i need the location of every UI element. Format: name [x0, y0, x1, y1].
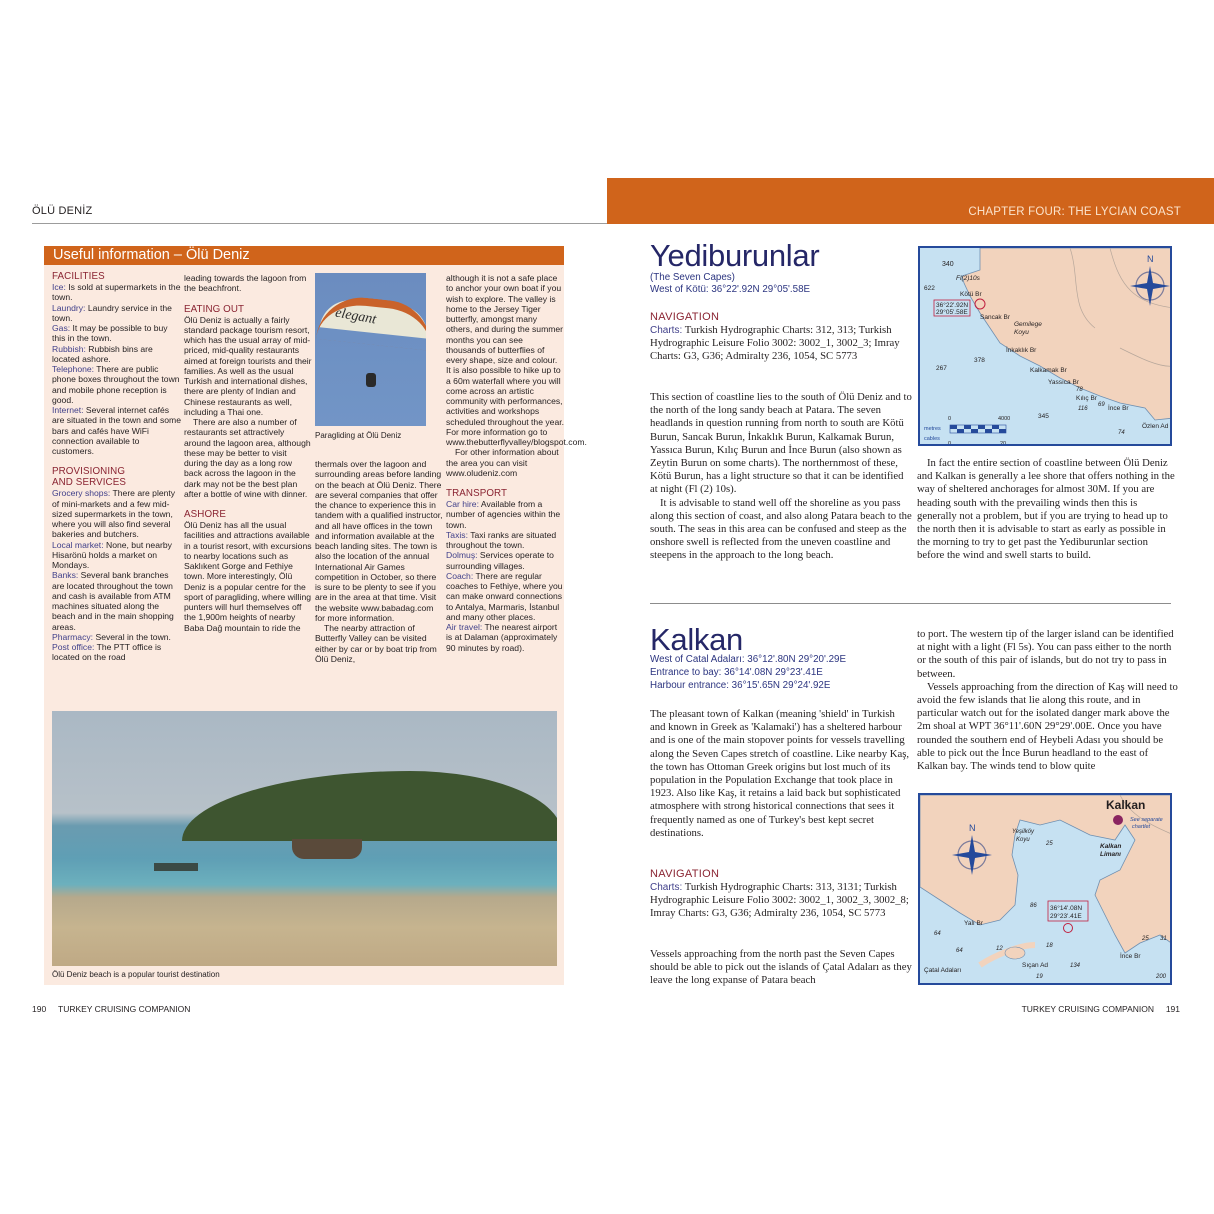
svg-text:345: 345 — [1038, 413, 1049, 420]
svg-text:Yeşilköy: Yeşilköy — [1012, 829, 1035, 835]
kalkan-coastline-map — [920, 795, 1172, 985]
info-box-header — [44, 246, 564, 265]
info-column-4 — [446, 273, 587, 653]
svg-text:622: 622 — [924, 285, 935, 292]
info-column-3 — [315, 459, 443, 664]
paraglider-pilot — [366, 373, 376, 387]
svg-text:Kalkan: Kalkan — [1100, 843, 1122, 850]
transport-item: Air travel: The nearest airport is at Dalaman (approximately 90 minutes by road). — [446, 622, 558, 653]
page-footer-right — [1022, 1004, 1180, 1014]
paragliding-photo: elegant — [315, 273, 426, 426]
provisioning-item: Post office: The PTT office is located on the road — [52, 642, 162, 663]
svg-text:20: 20 — [1000, 441, 1007, 447]
section-title-kalkan: Kalkan — [650, 622, 743, 657]
svg-text:12: 12 — [996, 946, 1003, 952]
running-head: ÖLÜ DENİZ — [32, 205, 93, 217]
yediburunlar-body: This section of coastline lies to the south of Ölü Deniz and to the north of the long sandy beach at Patara. The seven headlands in question running from north to south are Kötü Burun, Sancak Burun, İnkaklık Burun, Kalkamak Burun, Yassıca Burun, Kılıç Burun and İnce Burun (also shown as Zeytin Burun on some charts). The northernmost of these, Kötü Burun, has a light structure so that it can be identified at night (Fl (2) 10s). It is advisable to stand well off the shoreline as you pass along this section of coast, and also along Patara beach to the south. The seas in this area can be confused and steep as the onshore swell is reflected from the uneven coastline and steepens in the approach to the long beach. — [650, 391, 912, 562]
svg-text:4000: 4000 — [998, 416, 1011, 422]
svg-text:267: 267 — [936, 365, 947, 372]
navigation-heading: NAVIGATION — [650, 311, 720, 323]
svg-text:Fl(2)10s: Fl(2)10s — [956, 275, 980, 282]
info-box-title: Useful information – Ölü Deniz — [53, 247, 250, 263]
svg-text:36°14'.08N: 36°14'.08N — [1050, 905, 1083, 912]
kalkan-body-continued: to port. The western tip of the larger island can be identified at night with a light (Fl 5s). You can pass either to the north or the south of this pair of islands, but do not try to pass in between. Vessels approaching from the direction of Kaş will need to avoid the few islands that lie along this route, and in particular watch out for the isolated danger mark above the 2m shoal at WPT 36°11'.60N 29°29'.00E. Once you have rounded the southern end of Heybeli Adası you should be able to pick out the İnce Burun headland to the east of Kalkan bay. The winds tend to blow quite — [917, 628, 1178, 773]
facility-item: Ice: Is sold at supermarkets in the town. — [52, 282, 181, 303]
svg-text:İnce Br: İnce Br — [1120, 953, 1141, 960]
facility-item: Telephone: There are public phone boxes throughout the town and mobile phone reception is good. — [52, 364, 180, 405]
beach-photo-caption: Ölü Deniz beach is a popular tourist destination — [52, 970, 220, 979]
svg-text:İnce Br: İnce Br — [1108, 405, 1129, 412]
beach-photo — [52, 711, 557, 966]
facility-item: Internet: Several internet cafés are situated in the town and some bars and cafés have WiFi connection available to customers. — [52, 405, 181, 456]
svg-text:378: 378 — [974, 357, 985, 364]
yediburunlar-position: West of Kötü: 36°22'.92N 29°05'.58E — [650, 284, 811, 295]
section-heading-transport: TRANSPORT — [446, 488, 508, 499]
svg-text:86: 86 — [1030, 903, 1037, 909]
transport-item: Coach: There are regular coaches to Fethiye, where you can make onward connections to Antalya, Marmaris, İstanbul and many other places. — [446, 570, 563, 622]
svg-text:134: 134 — [1070, 963, 1081, 969]
wooded-headland — [182, 771, 557, 841]
kalkan-position: West of Catal Adaları: 36°12'.80N 29°20'.29E — [650, 654, 847, 665]
transport-item: Dolmuş: Services operate to surrounding villages. — [446, 550, 554, 571]
svg-text:Yassıca Br: Yassıca Br — [1048, 379, 1079, 386]
book-title: TURKEY CRUISING COMPANION — [1021, 1004, 1154, 1014]
coastline-map — [920, 248, 1172, 446]
section-divider — [650, 603, 1171, 604]
provisioning-item: Pharmacy: Several in the town. — [52, 631, 171, 642]
header-rule — [32, 223, 607, 224]
section-heading-eating-out: EATING OUT — [184, 303, 245, 315]
svg-text:18: 18 — [1046, 943, 1053, 949]
kalkan-approach: Vessels approaching from the north past the Seven Capes should be able to pick out the islands of Çatal Adaları as they leave the long expanse of Patara beach — [650, 948, 912, 987]
yediburunlar-charts: Charts: Turkish Hydrographic Charts: 312, 313; Turkish Hydrographic Leisure Folio 3002: 3002_1, 3002_3; Imray Charts: G3, G36; Admiralty 236, 1054, SC 5773 — [650, 324, 900, 363]
svg-text:Koyu: Koyu — [1016, 837, 1030, 843]
section-heading-facilities: FACILITIES — [52, 271, 105, 282]
svg-text:Kılıç Br: Kılıç Br — [1076, 395, 1097, 402]
svg-text:78: 78 — [1076, 387, 1083, 393]
kalkan-charts: Charts: Turkish Hydrographic Charts: 313, 3131; Turkish Hydrographic Leisure Folio 3002: 3002_1, 3002_3, 3002_8; Imray Charts: G3, G36; Admiralty 236, 1054, SC 5773 — [650, 881, 909, 920]
info-column-1 — [52, 271, 182, 663]
useful-information-box — [44, 246, 587, 985]
svg-text:19: 19 — [1036, 974, 1043, 980]
svg-text:İnkaklık Br: İnkaklık Br — [1006, 347, 1037, 354]
svg-text:Özlen Ad: Özlen Ad — [1142, 423, 1169, 430]
svg-text:Kalkan: Kalkan — [1106, 798, 1146, 812]
svg-text:Sıçan Ad: Sıçan Ad — [1022, 962, 1049, 969]
kalkan-position: Harbour entrance: 36°15'.65N 29°24'.92E — [650, 680, 831, 691]
book-title: TURKEY CRUISING COMPANION — [58, 1004, 191, 1014]
page-number: 191 — [1165, 1004, 1180, 1014]
svg-text:36°22'.92N: 36°22'.92N — [936, 302, 969, 309]
svg-text:25: 25 — [1142, 936, 1149, 942]
small-boat — [154, 863, 198, 871]
navigation-heading: NAVIGATION — [650, 868, 720, 880]
provisioning-item: Local market: None, but nearby Hisarönü holds a market on Mondays. — [52, 539, 172, 570]
ashore-text: Ölü Deniz has all the usual facilities and attractions available in a tourist resort, with excursions to nearby locations such as Saklıkent Gorge and Fethiye town. More interestingly, Ölü Deniz is a popular centre for the sport of paragliding, where willing punters will hurl themselves off the 1,900m heights of nearby Baba Dağ mountain to ride the — [184, 520, 312, 633]
svg-text:See separate: See separate — [1130, 817, 1163, 823]
svg-text:29°23'.41E: 29°23'.41E — [1050, 913, 1082, 920]
svg-text:N: N — [969, 823, 976, 833]
post-office-continuation: leading towards the lagoon from the beachfront. — [184, 273, 307, 294]
svg-text:31: 31 — [1160, 936, 1167, 942]
svg-text:N: N — [1147, 254, 1154, 264]
svg-text:29°05'.58E: 29°05'.58E — [936, 309, 968, 316]
svg-text:chartlet: chartlet — [1132, 824, 1151, 830]
transport-item: Taxis: Taxi ranks are situated throughout the town. — [446, 529, 557, 550]
provisioning-item: Grocery shops: There are plenty of mini-markets and a few mid-sized supermarkets in the town, where you will also find several bakeries and butchers. — [52, 488, 176, 540]
svg-text:Kalkamak Br: Kalkamak Br — [1030, 367, 1067, 374]
svg-text:metres: metres — [924, 426, 941, 432]
eating-out-text: Ölü Deniz is actually a fairly standard package tourism resort, which has the usual array of mid-priced, mid-quality restaurants aimed at foreign tourists and their families. As well as the usual Turkish and international dishes, there are plenty of Indian and Chinese restaurants as well, including a Thai one. — [184, 314, 312, 417]
paragliding-caption: Paragliding at Ölü Deniz — [315, 431, 402, 440]
right-page — [607, 0, 1214, 1214]
svg-text:0: 0 — [948, 441, 952, 447]
kalkan-chart-map — [918, 793, 1172, 985]
section-title-yediburunlar: Yediburunlar — [650, 238, 820, 273]
kalkan-position: Entrance to bay: 36°14'.08N 29°23'.41E — [650, 667, 823, 678]
facility-item: Rubbish: Rubbish bins are located ashore. — [52, 343, 153, 364]
svg-text:0: 0 — [948, 416, 952, 422]
svg-text:64: 64 — [956, 948, 963, 954]
kalkan-intro: The pleasant town of Kalkan (meaning 'shield' in Turkish and known in Greek as 'Kalamaki') has a sheltered harbour and is one of the main stopover points for vessels travelling along the Seven Capes stretch of coastline. Like nearby Kaş, the town has Ottoman Greek origins but lost much of its population in the Population Exchange that took place in 1923. Also like Kaş, it retains a laid back but sophisticated atmosphere with strong historical connections that sees it frequently named as one of Turkey's best kept secret destinations. — [650, 708, 910, 839]
svg-text:116: 116 — [1078, 406, 1088, 412]
svg-text:69: 69 — [1098, 402, 1105, 408]
section-heading-provisioning: PROVISIONING AND SERVICES — [52, 466, 126, 489]
ashore-text: For other information about the area you can visit www.oludeniz.com — [446, 447, 559, 478]
facility-item: Gas: It may be possible to buy this in the town. — [52, 323, 168, 344]
transport-item: Car hire: Available from a number of agencies within the town. — [446, 499, 561, 530]
svg-text:Çatal Adaları: Çatal Adaları — [924, 967, 962, 974]
scale-bar — [950, 425, 1006, 433]
yediburunlar-subtitle: (The Seven Capes) — [650, 272, 735, 283]
svg-text:64: 64 — [934, 931, 941, 937]
page-number: 190 — [32, 1004, 47, 1014]
svg-text:cables: cables — [924, 436, 940, 442]
svg-text:340: 340 — [942, 261, 954, 268]
provisioning-item: Banks: Several bank branches are located throughout the town and cash is available from ATM machines situated along the beach and in the main shopping areas. — [52, 570, 174, 632]
ashore-text: thermals over the lagoon and surrounding areas before landing on the beach at Ölü Deniz. There are several companies that offer the chance to experience this in tandem with a qualified instructor, and all have offices in the town and information available at the beach landing sites. The town is also the location of the annual International Air Games competition in October, so there is sure to be plenty to see if you are in the area at that time. Visit the website www.babadag.com for more information. — [315, 459, 443, 623]
svg-text:200: 200 — [1156, 974, 1167, 980]
yediburunlar-chart-map — [918, 246, 1172, 446]
svg-text:74: 74 — [1118, 430, 1125, 436]
ashore-text: The nearby attraction of Butterfly Valley can be visited either by car or by boat trip from Ölü Deniz, — [315, 623, 437, 664]
gulet-boat — [292, 839, 362, 859]
svg-text:25: 25 — [1046, 841, 1053, 847]
svg-text:Kötü Br: Kötü Br — [960, 291, 982, 298]
svg-text:Koyu: Koyu — [1014, 329, 1029, 336]
info-column-2 — [184, 273, 312, 633]
svg-text:Sancak Br: Sancak Br — [980, 314, 1010, 321]
ashore-text: although it is not a safe place to anchor your own boat if you wish to explore. The valley is home to the Jersey Tiger butterfly, amongst many others, and during the summer months you can see thousands of butterflies of every shape, size and colour. It is also possible to hike up to a 60m waterfall where you will come across an artistic community with performances, activities and workshops scheduled throughout the year. For more information go to www.thebutterflyvalley/blogspot.com. — [446, 273, 587, 447]
page-footer-left — [32, 1004, 190, 1014]
chapter-title: CHAPTER FOUR: THE LYCIAN COAST — [968, 206, 1181, 218]
svg-text:Limanı: Limanı — [1100, 851, 1121, 858]
yediburunlar-body-continued: In fact the entire section of coastline between Ölü Deniz and Kalkan is generally a lee shore that offers nothing in the way of sheltered anchorages for almost 30M. If you are heading south with the prevailing winds then this is generally not a problem, but if you are trying to head up to the north then it is advisable to start as early as possible in the morning to try to get past the Yediburunlar section before the wind and swell starts to build. — [917, 457, 1175, 562]
facility-item: Laundry: Laundry service in the town. — [52, 302, 172, 323]
section-heading-ashore: ASHORE — [184, 509, 226, 520]
eating-out-text: There are also a number of restaurants set attractively around the lagoon area, although these may be better to visit during the day as a long row back across the lagoon in the dark may not be the best plan after a bottle of wine with dinner. — [184, 417, 311, 499]
svg-text:Gemilege: Gemilege — [1014, 321, 1042, 328]
svg-text:Yalı Br: Yalı Br — [964, 920, 984, 927]
